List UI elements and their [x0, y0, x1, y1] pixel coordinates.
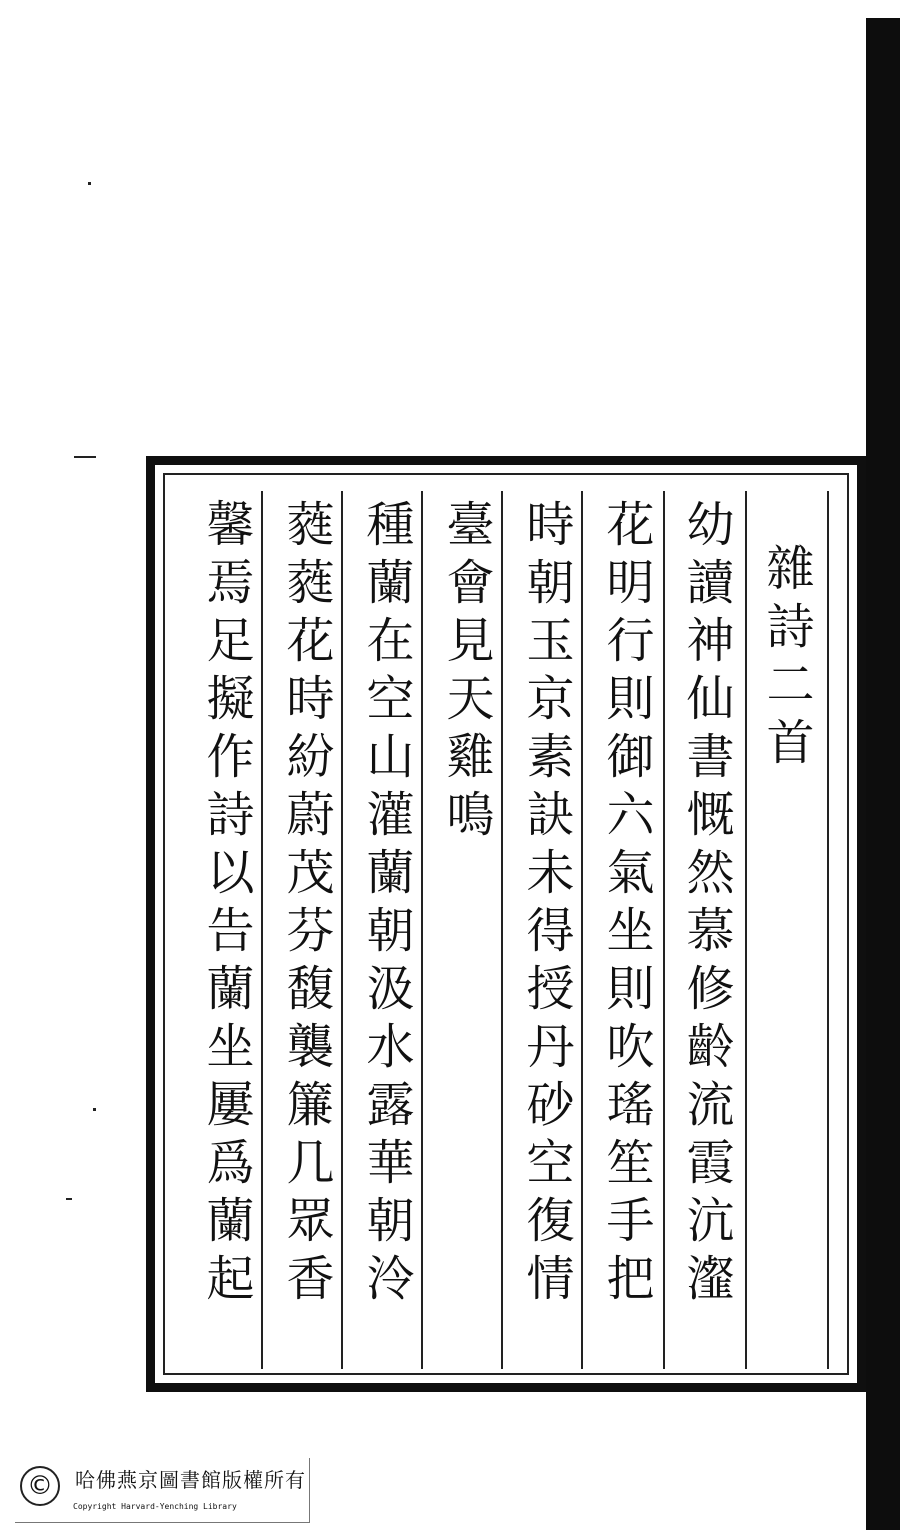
copyright-notice: [15, 1458, 310, 1523]
text-column: 種蘭在空山灌蘭朝汲水露華朝泠: [358, 499, 414, 1311]
column-rule: [663, 491, 665, 1369]
text-column: 蕤蕤花時紛蔚茂芬馥襲簾几眾香: [278, 499, 334, 1311]
copyright-english: Copyright Harvard-Yenching Library: [73, 1502, 237, 1511]
column-rule: [501, 491, 503, 1369]
text-frame: [146, 456, 866, 1392]
column-rule: [421, 491, 423, 1369]
ink-mark: [93, 1108, 96, 1111]
text-column: 臺會見天雞鳴: [438, 499, 494, 847]
column-rule: [827, 491, 829, 1369]
ink-mark: [74, 456, 96, 458]
column-rule: [261, 491, 263, 1369]
text-column: 時朝玉京素訣未得授丹砂空復情: [518, 499, 574, 1311]
poem-title: 雜詩二首: [758, 543, 814, 775]
text-column: 馨焉足擬作詩以告蘭坐屢爲蘭起: [198, 499, 254, 1311]
text-column: 花明行則御六氣坐則吹瑤笙手把: [598, 499, 654, 1311]
copyright-icon: ©: [20, 1466, 60, 1506]
text-column: 幼讀神仙書慨然慕修齡流霞沆瀣: [678, 499, 734, 1311]
column-rule: [745, 491, 747, 1369]
column-rule: [341, 491, 343, 1369]
column-rule: [581, 491, 583, 1369]
page-edge-shadow: [866, 18, 900, 1530]
ink-mark: [66, 1198, 72, 1200]
ink-mark: [88, 182, 91, 185]
copyright-chinese: 哈佛燕京圖書館版權所有: [75, 1468, 306, 1492]
